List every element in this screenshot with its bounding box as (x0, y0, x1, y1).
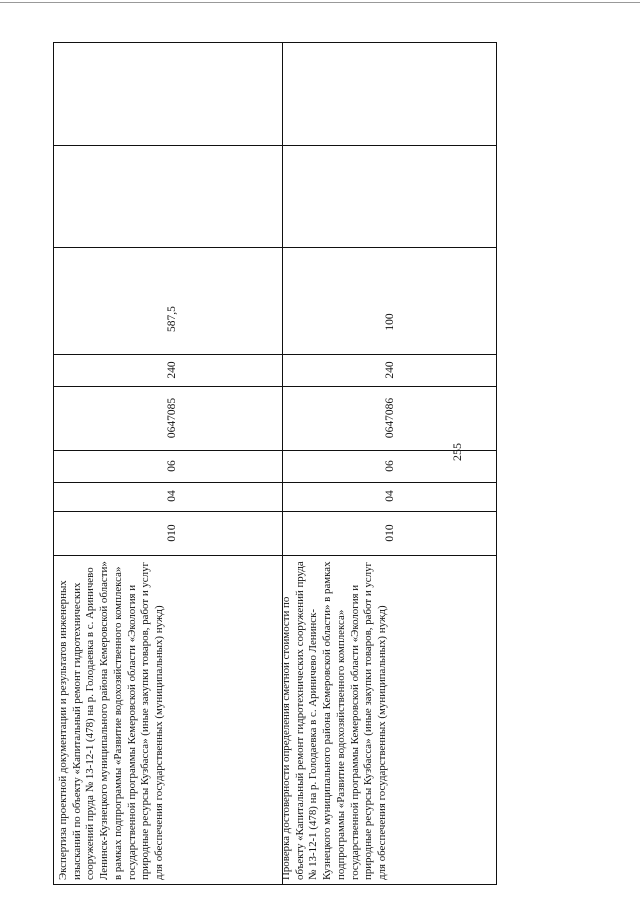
row-1-code: 06 (165, 460, 178, 472)
top-rule (0, 2, 640, 3)
row-1-code: 04 (165, 490, 178, 502)
column-divider (53, 482, 497, 483)
column-divider (53, 354, 497, 355)
row-1-amount: 587,5 (165, 306, 178, 332)
column-divider (53, 386, 497, 387)
column-divider (53, 247, 497, 248)
page-number: 255 (450, 443, 464, 461)
column-divider (53, 450, 497, 451)
row-1-code: 010 (165, 524, 178, 542)
row-1-description: Экспертиза проектной документации и результатов инженерных изысканий по объекту «Капитальный ремонт гидротехнических сооружений пруда № 13-12-1 (478) на р. Голодаевка в с. Ариничево Ленинск-Кузнецкого муниципального района Кемеровской области» в рамках подпрограммы «Развитие водохозяйственного комплекса» государственной программы Кемеровской области «Экология и природные ресурсы Кузбасса» (иные закупки товаров, работ и услуг для обеспечения государственных (муниципальных) нужд) (57, 561, 165, 880)
row-2-code: 04 (383, 490, 396, 502)
column-divider (53, 555, 497, 556)
row-1-code: 0647085 (165, 397, 178, 439)
row-2-description: Проверка достоверности определения сметной стоимости по объекту «Капитальный ремонт гидротехнических сооружений пруда № 13-12-1 (478) на р. Голодаевка в с. Ариничево Ленинск-Кузнецкого муниципального района Кемеровской области» в рамках подпрограммы «Развитие водохозяйственного комплекса» государственной программы Кемеровской области «Экология и природные ресурсы Кузбасса» (иные закупки товаров, работ и услуг для обеспечения государственных (муниципальных) нужд) (280, 561, 388, 880)
row-1-code: 240 (165, 361, 178, 379)
row-2-code: 010 (383, 524, 396, 542)
row-2-code: 0647086 (383, 397, 396, 439)
row-2-amount: 100 (383, 313, 396, 331)
row-2-code: 240 (383, 361, 396, 379)
column-divider (53, 145, 497, 146)
row-2-code: 06 (383, 460, 396, 472)
column-divider (53, 511, 497, 512)
